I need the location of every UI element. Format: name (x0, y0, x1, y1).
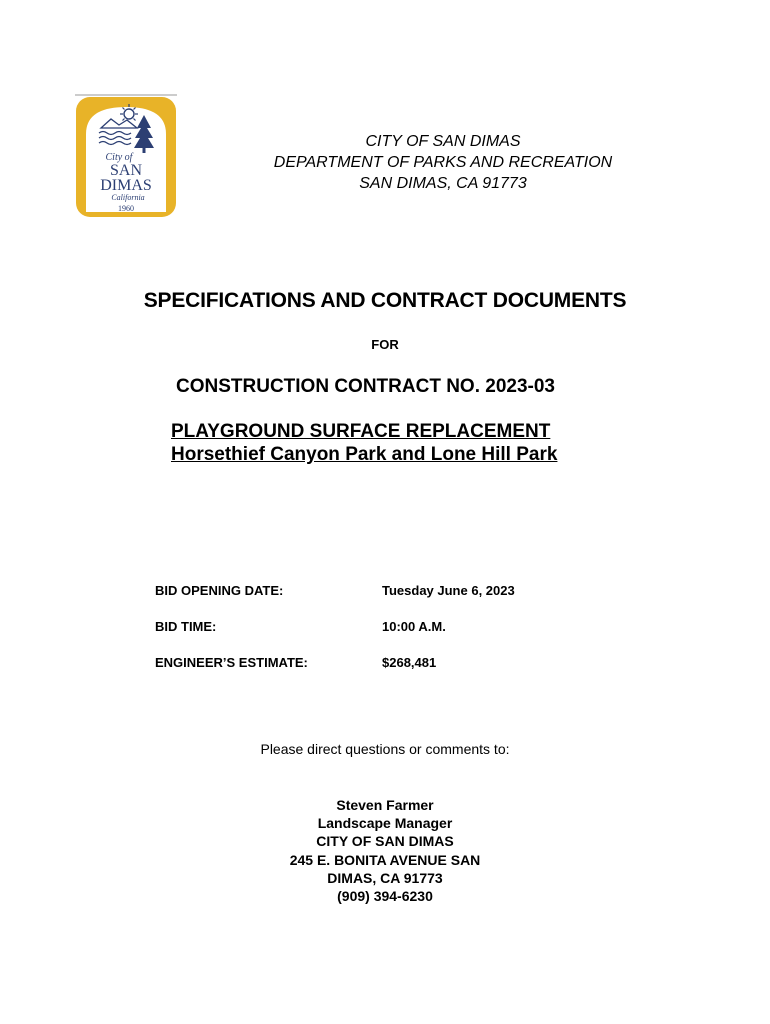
document-title: SPECIFICATIONS AND CONTRACT DOCUMENTS (143, 289, 627, 312)
contact-name: Steven Farmer (336, 797, 434, 813)
contact-address-line1: 245 E. BONITA AVENUE SAN (289, 851, 481, 868)
project-location: Horsethief Canyon Park and Lone Hill Park (171, 444, 558, 465)
contact-phone: (909) 394-6230 (337, 888, 433, 905)
bid-value: $268,481 (382, 655, 437, 670)
logo-text-san: SAN (109, 162, 143, 179)
logo-text-cityof: City of (105, 152, 133, 163)
contact-block (0, 796, 770, 905)
bid-label: BID TIME: (155, 619, 217, 634)
logo-text-dimas: DIMAS (100, 177, 152, 194)
bid-label: ENGINEER’S ESTIMATE: (155, 655, 308, 670)
city-seal-logo (75, 94, 177, 218)
bid-label: BID OPENING DATE: (155, 583, 284, 598)
bid-value: 10:00 A.M. (382, 619, 446, 634)
bid-value: Tuesday June 6, 2023 (382, 583, 515, 598)
logo-text-california: California (111, 193, 145, 202)
contact-org: CITY OF SAN DIMAS (316, 833, 454, 850)
questions-text: Please direct questions or comments to: (260, 741, 510, 757)
logo-text-year: 1960 (118, 204, 134, 213)
header-department: DEPARTMENT OF PARKS AND RECREATION (273, 154, 613, 171)
header-city: CITY OF SAN DIMAS (365, 133, 521, 150)
header-city-state-zip: SAN DIMAS, CA 91773 (359, 175, 527, 192)
header-address-block (230, 131, 656, 194)
contact-address-line2: DIMAS, CA 91773 (327, 869, 443, 886)
project-name: PLAYGROUND SURFACE REPLACEMENT (171, 421, 551, 442)
project-block (171, 420, 557, 466)
contact-title: Landscape Manager (317, 815, 453, 832)
for-label: FOR (371, 337, 399, 352)
contract-number: CONSTRUCTION CONTRACT NO. 2023-03 (176, 376, 555, 397)
